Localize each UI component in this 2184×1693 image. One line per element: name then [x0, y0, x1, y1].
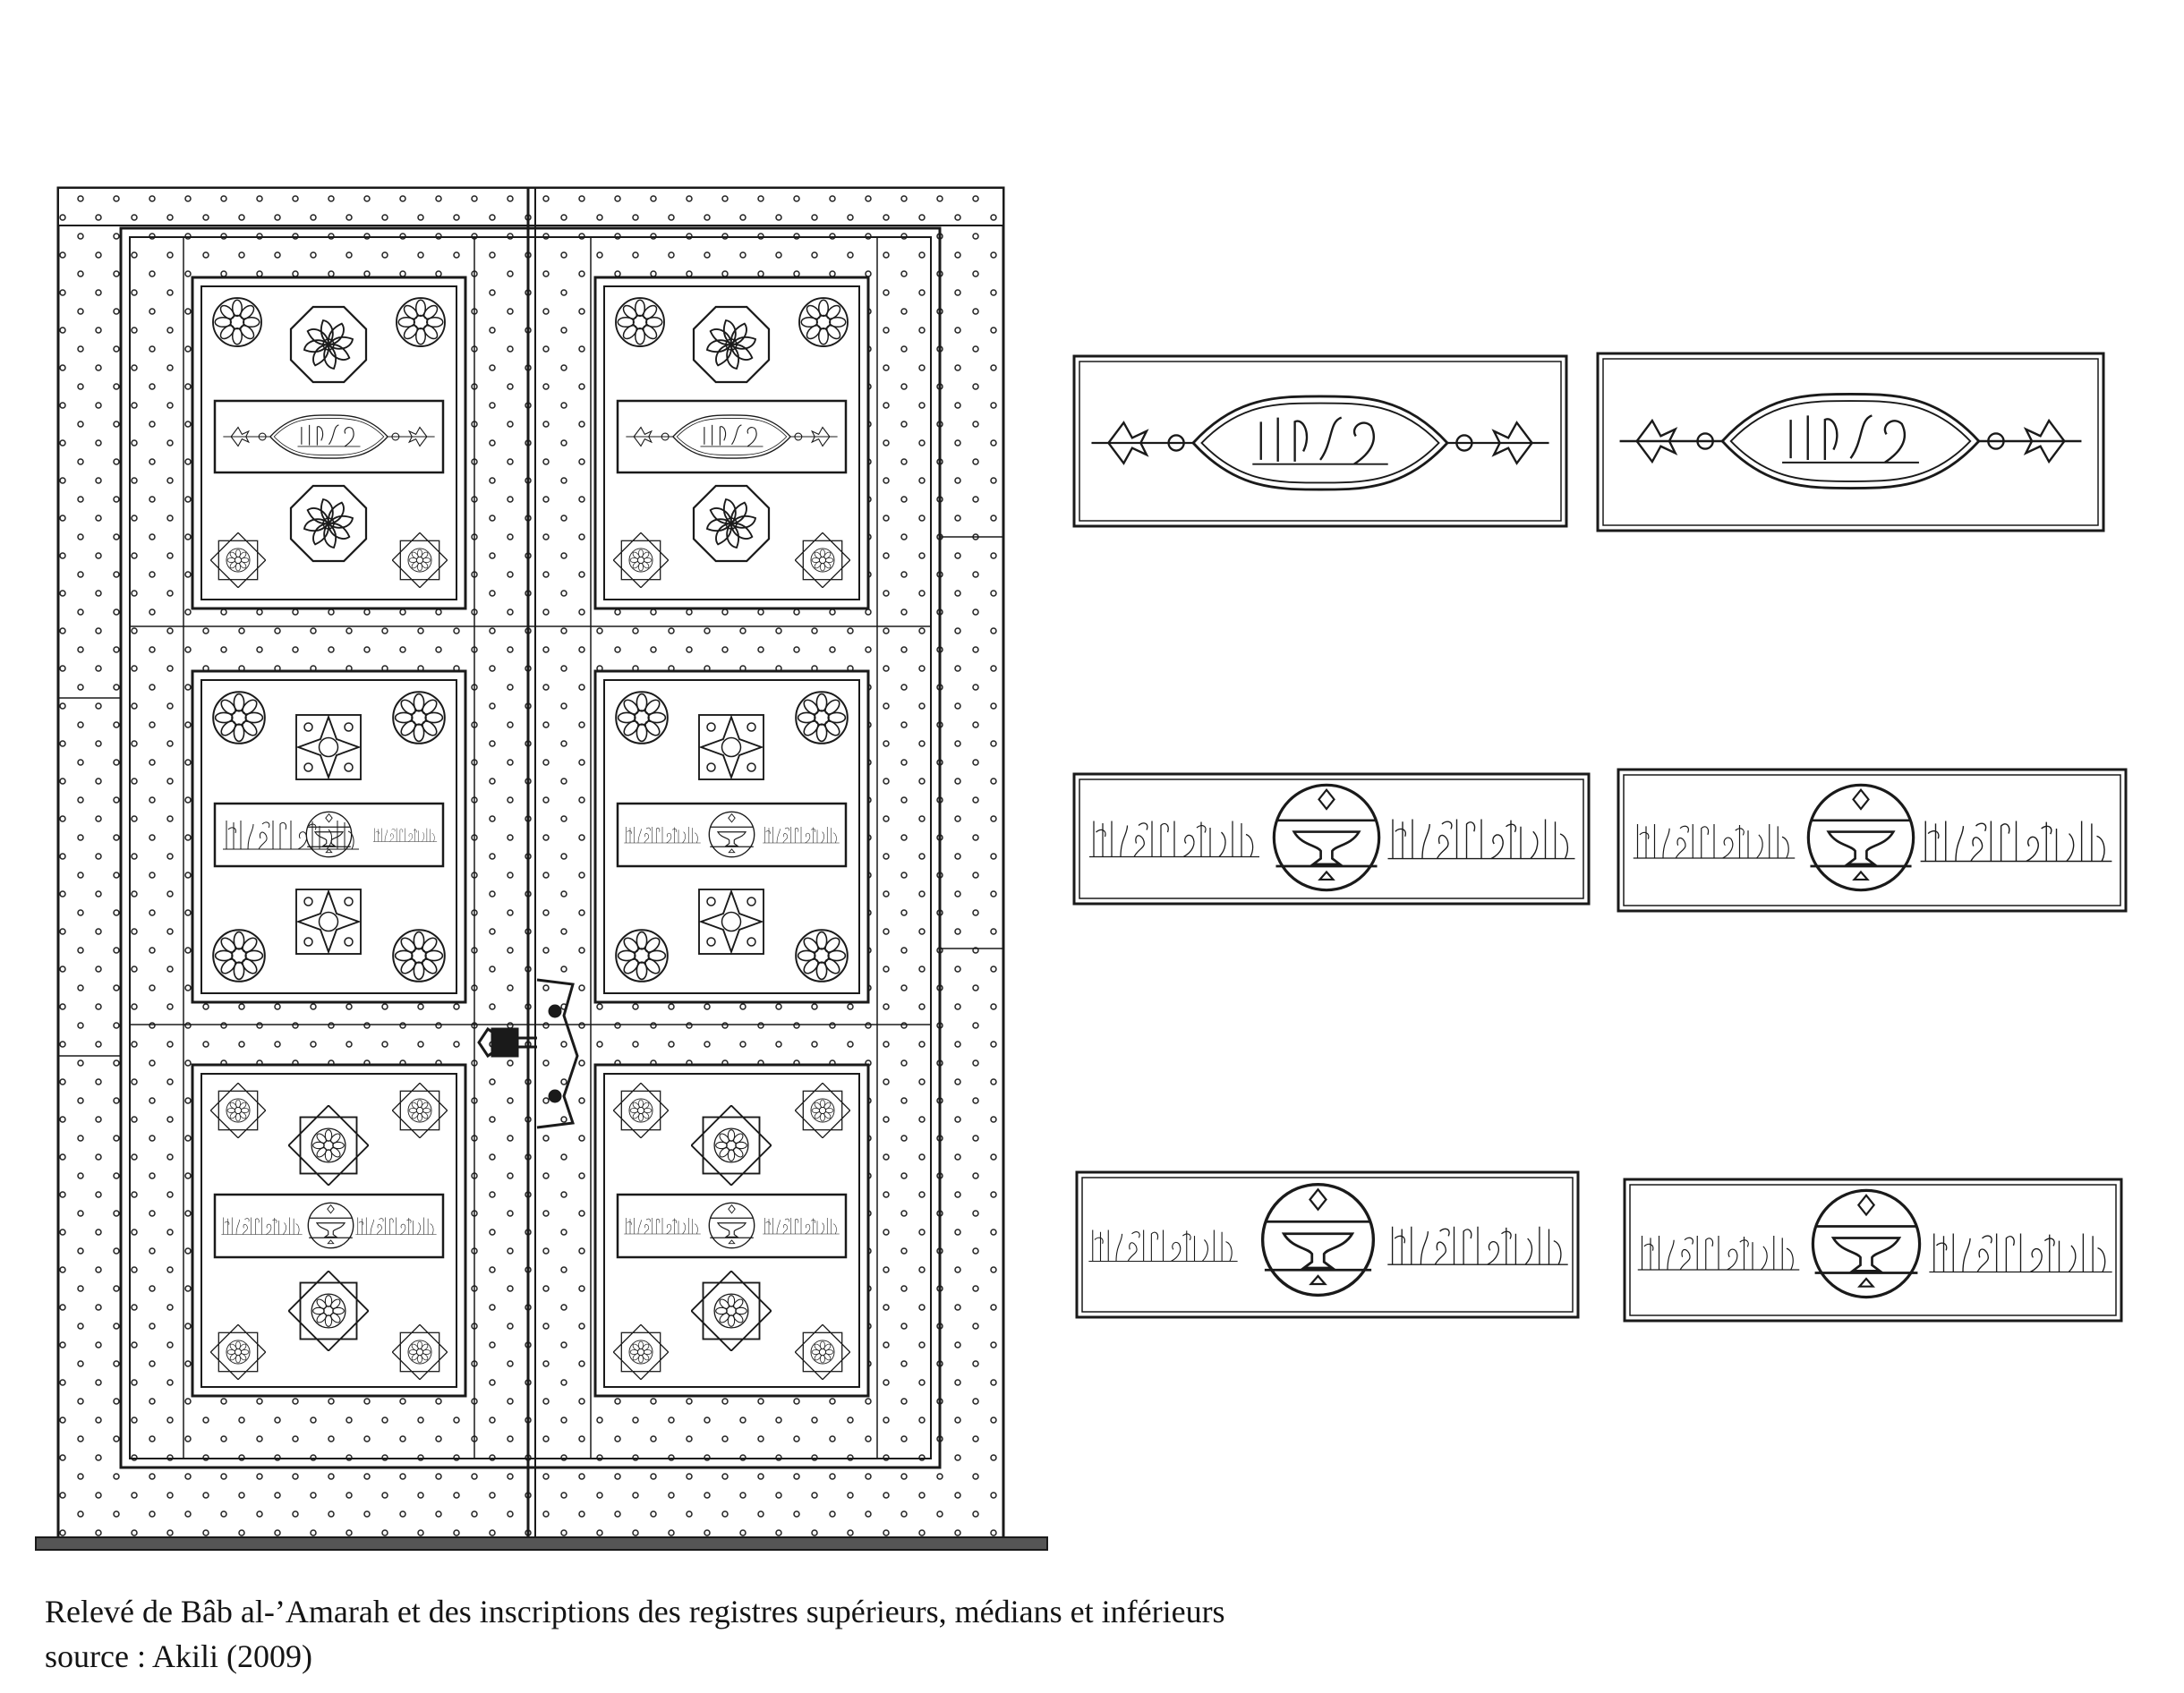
inscription-bottom-left [1077, 1172, 1578, 1317]
inscription-middle-right [1618, 770, 2126, 911]
figure-caption: Relevé de Bâb al-’Amarah et des inscriptions des registres supérieurs, médians et inférieurs [45, 1594, 1225, 1629]
panel-middle-right [595, 671, 868, 1002]
door-elevation [36, 188, 1047, 1550]
inscription-middle-left [1074, 774, 1589, 904]
panel-top-right [595, 277, 868, 608]
panel-top-left [192, 277, 465, 608]
inscription-top-left [1074, 356, 1566, 526]
panel-middle-left [192, 671, 465, 1002]
inscription-bottom-right [1625, 1179, 2121, 1321]
panel-bottom-right [595, 1065, 868, 1396]
ground-line [36, 1537, 1047, 1550]
inscription-top-right [1598, 353, 2103, 531]
figure-source: source : Akili (2009) [45, 1638, 312, 1674]
panel-bottom-left [192, 1065, 465, 1396]
